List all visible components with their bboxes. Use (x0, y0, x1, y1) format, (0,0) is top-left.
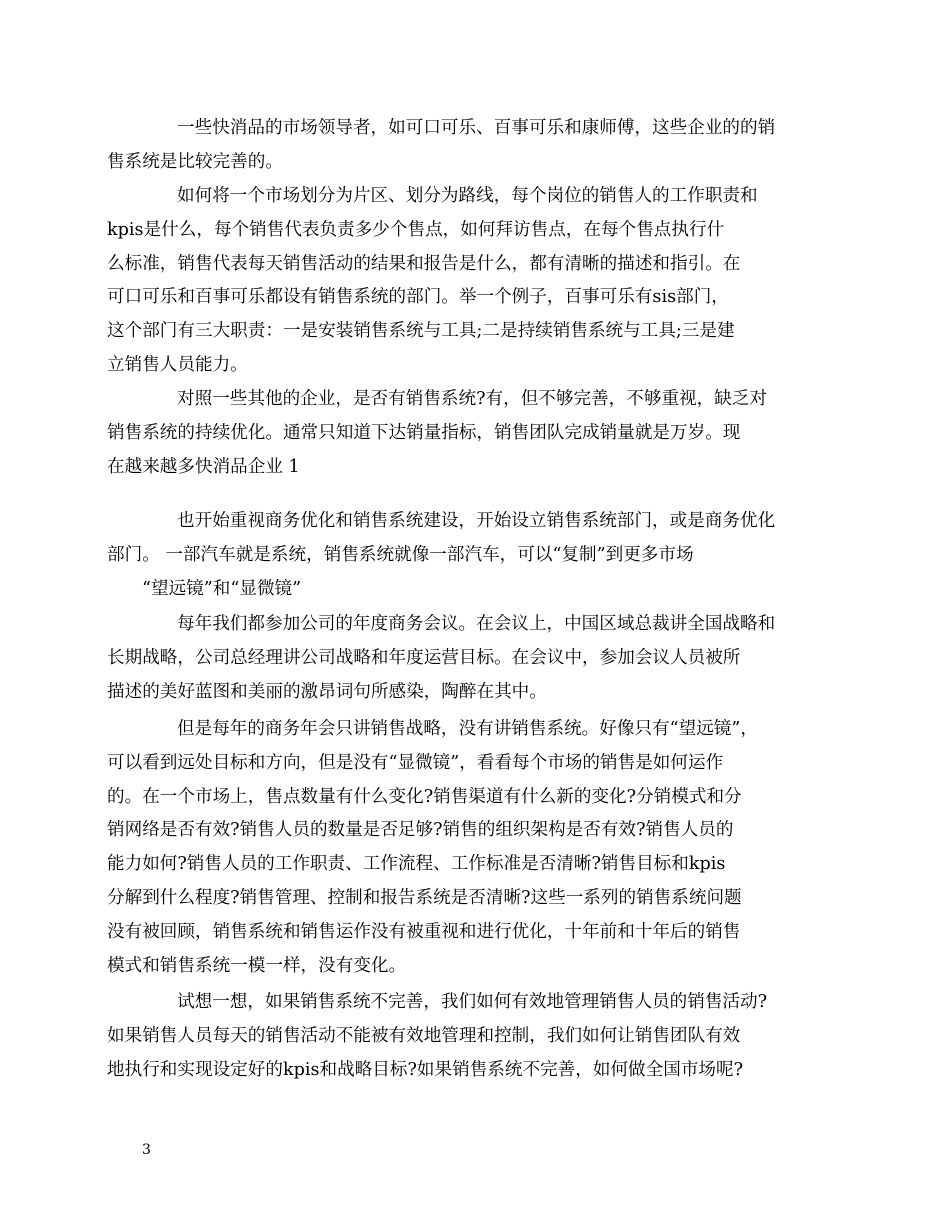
paragraph-6 (107, 713, 822, 983)
paragraph-line: 如何将一个市场划分为片区、划分为路线，每个岗位的销售人的工作职责和 (177, 186, 758, 206)
paragraph-line: 这个部门有三大职责：一是安装销售系统与工具;二是持续销售系统与工具;三是建 (107, 321, 735, 342)
paragraph-line: 模式和销售系统一模一样，没有变化。 (107, 955, 407, 976)
paragraph-line: 么标准，销售代表每天销售活动的结果和报告是什么，都有清晰的描述和指引。在 (107, 253, 741, 274)
paragraph-line: 销网络是否有效?销售人员的数量是否足够?销售的组织架构是否有效?销售人员的 (107, 820, 734, 841)
paragraph-line: 一些快消品的市场领导者，如可口可乐、百事可乐和康师傅，这些企业的的销 (177, 118, 776, 138)
page-number: 3 (142, 1142, 151, 1158)
paragraph-line: 部门。 一部汽车就是系统，销售系统就像一部汽车，可以“复制”到更多市场 (107, 544, 694, 565)
paragraph-line: kpis是什么，每个销售代表负责多少个售点，如何拜访售点，在每个售点执行什 (107, 219, 725, 240)
paragraph-3 (107, 383, 822, 484)
paragraph-line: 也开始重视商务优化和销售系统建设，开始设立销售系统部门，或是商务优化 (177, 511, 776, 531)
paragraph-line: 售系统是比较完善的。 (107, 151, 283, 172)
paragraph-line: 长期战略，公司总经理讲公司战略和年度运营目标。在会议中，参加会议人员被所 (107, 647, 741, 668)
paragraph-line: 的。在一个市场上，售点数量有什么变化?销售渠道有什么新的变化?分销模式和分 (107, 786, 742, 807)
paragraph-line: 描述的美好蓝图和美丽的激昂词句所感染，陶醉在其中。 (107, 681, 547, 702)
paragraph-line: “望远镜”和“显微镜” (142, 578, 302, 599)
paragraph-line: 每年我们都参加公司的年度商务会议。在会议上，中国区域总裁讲全国战略和 (177, 614, 776, 634)
paragraph-line: 可口可乐和百事可乐都设有销售系统的部门。举一个例子，百事可乐有sis部门， (107, 287, 729, 308)
paragraph-7 (107, 986, 822, 1087)
paragraph-line: 销售系统的持续优化。通常只知道下达销量指标，销售团队完成销量就是万岁。现 (107, 422, 741, 443)
paragraph-line: 没有被回顾，销售系统和销售运作没有被重视和进行优化，十年前和十年后的销售 (107, 921, 741, 942)
paragraph-line: 试想一想，如果销售系统不完善，我们如何有效地管理销售人员的销售活动? (177, 992, 768, 1012)
paragraph-line: 可以看到远处目标和方向，但是没有“显微镜”，看看每个市场的销售是如何运作 (107, 752, 724, 773)
paragraph-4 (107, 505, 822, 606)
paragraph-5 (107, 608, 822, 709)
paragraph-line: 能力如何?销售人员的工作职责、工作流程、工作标准是否清晰?销售目标和kpis (107, 854, 726, 875)
paragraph-line: 在越来越多快消品企业 1 (107, 456, 300, 477)
paragraph-line: 立销售人员能力。 (107, 354, 248, 375)
paragraph-2 (107, 180, 822, 383)
paragraph-line: 但是每年的商务年会只讲销售战略，没有讲销售系统。好像只有“望远镜”， (177, 719, 758, 739)
paragraph-line: 分解到什么程度?销售管理、控制和报告系统是否清晰?这些一系列的销售系统问题 (107, 887, 742, 908)
paragraph-line: 地执行和实现设定好的kpis和战略目标?如果销售系统不完善，如何做全国市场呢? (107, 1059, 744, 1080)
paragraph-line: 对照一些其他的企业，是否有销售系统?有，但不够完善，不够重视，缺乏对 (177, 389, 768, 409)
paragraph-1 (107, 112, 822, 180)
paragraph-line: 如果销售人员每天的销售活动不能被有效地管理和控制，我们如何让销售团队有效 (107, 1025, 741, 1046)
